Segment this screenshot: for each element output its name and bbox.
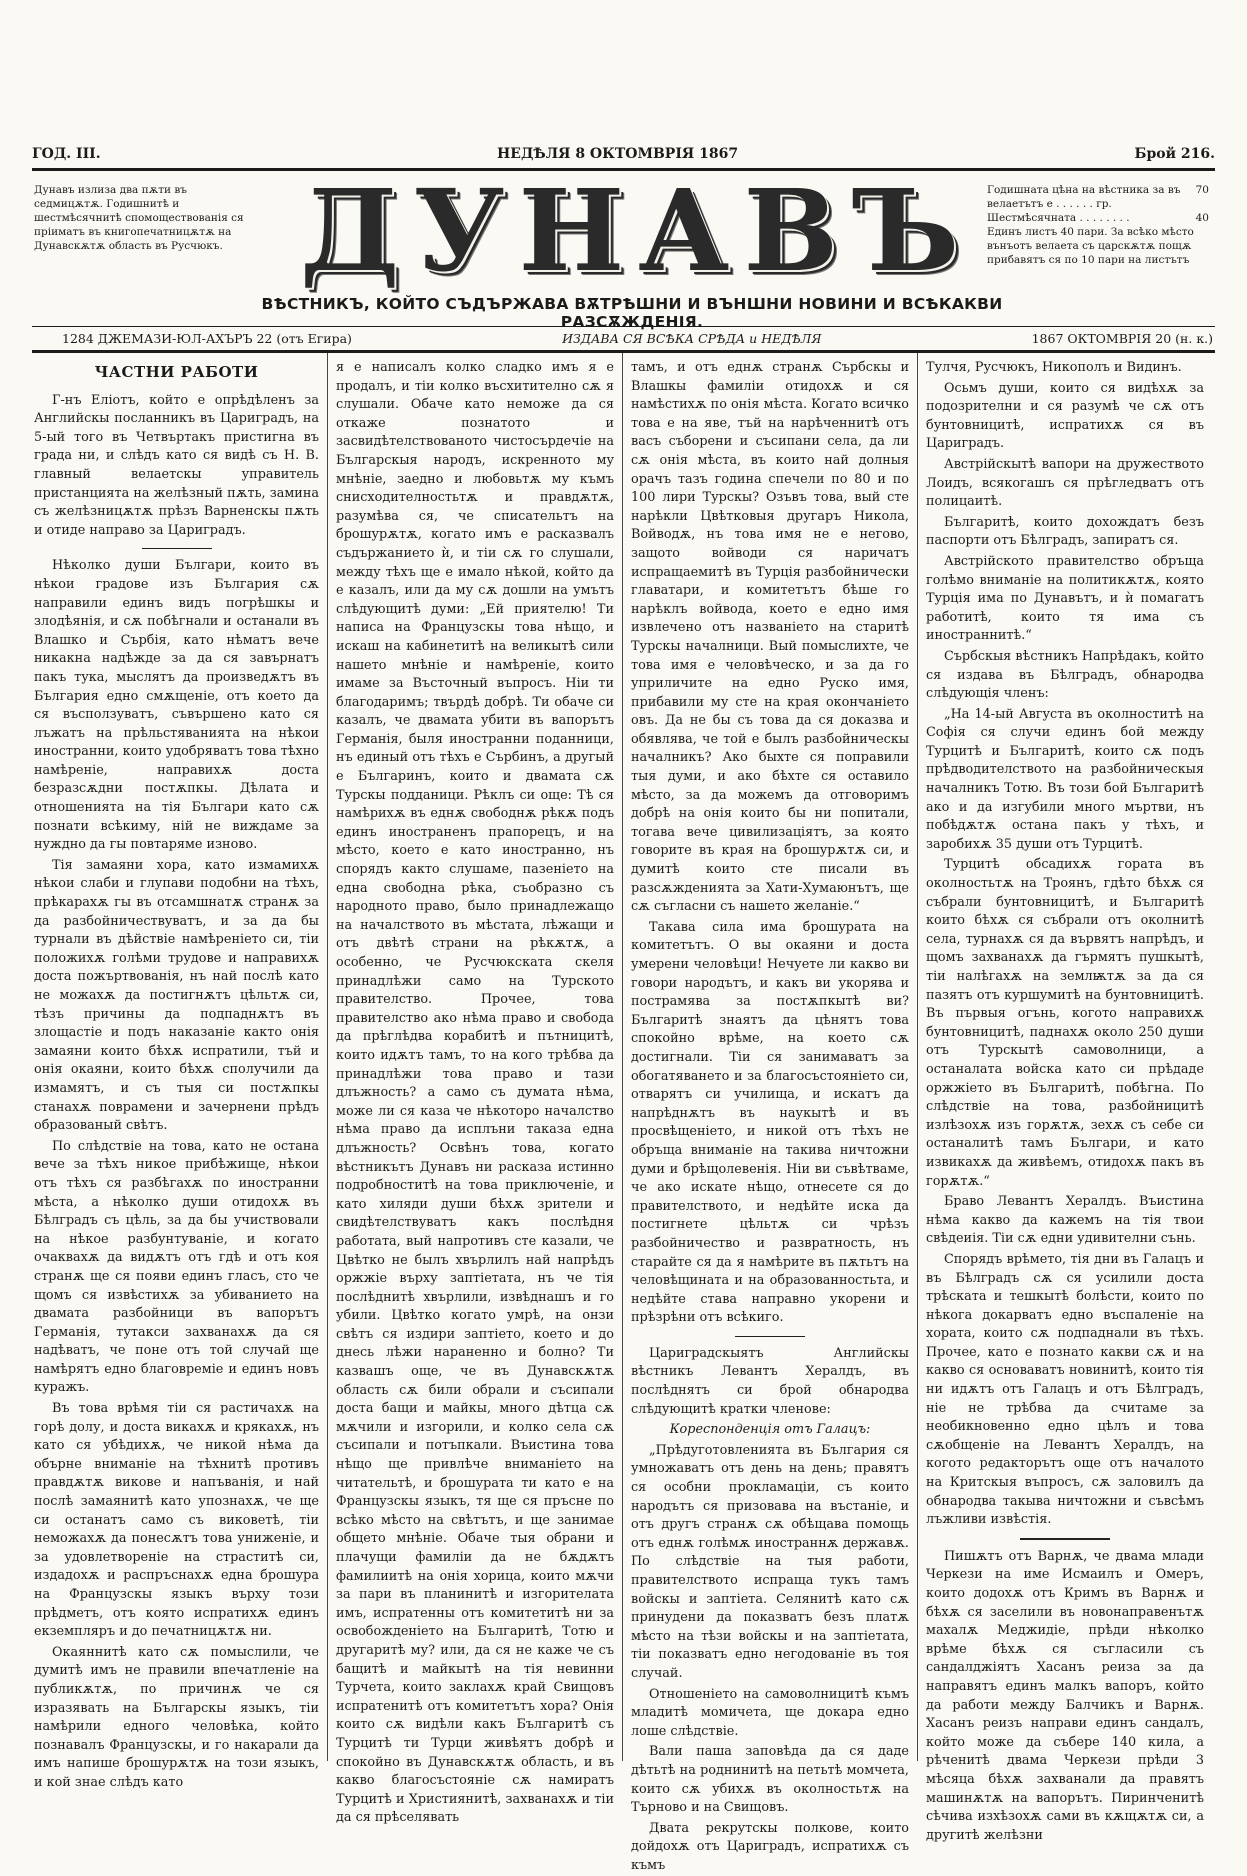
paragraph: я е написалъ колко сладко имъ я е продалъ, и тіи колко въсхитително сѫ я слушали. Обаче като неможе да ся откаже познатото и засвидѣтелствованото чистосърдечіе на Българскыя народъ, искренното му мнѣніе, заедно и любовьтѫ му къмъ снисходителностьтѫ и правдѫтѫ, разумѣва ся, че списательтъ на брошурѫтѫ, когато имъ е расказвалъ съдържанието ѝ, и тіи сѫ го слушали, между тѣхъ ще е имало нѣкой, който да е казалъ, или да му сѫ дошли на умътъ слѣдующитѣ думи: „Ей приятелю! Ти написа на Французскы това нѣщо, и искаш на кабинетитѣ на великытѣ сили нашето мнѣніе и намѣреніе, които имаме за Въсточный въпросъ. Ніи ти благодаримъ; твърдѣ добрѣ. Ти обаче си казалъ, че двамата убити въ вапорътъ Германія, быля иностранни поданници, нъ единый отъ тѣхъ е Сърбинъ, а другый е Българинъ, които и двамата сѫ Турскы подданици. Рѣклъ си още: Тѣ ся намѣрихѫ въ еднѫ свободнѫ рѣкѫ подъ единъ иностраненъ прапорецъ, и на мѣсто, което е като иностранно, нъ спорядъ както слушаме, пазеніето на една свободна рѣка, съобразно съ народното право, было принадлежащо на началството въ мѣстата, лѣжащи и отъ двѣтѣ страни на рѣкѫтѫ, а особенно, че Русчюкската скеля принадлѣжи само на Турското правителство. Прочее, това правителство ако нѣма право и свобода да прѣглѣдва корабитѣ и пътницитѣ, които идѫтъ тамъ, то на кого трѣбва да принадлѣжи това право и тази длъжность? а само съ думата нѣма, може ли ся каза че нѣкоторо началство нѣма право да исплъни таказа една длъжность? Освѣнъ това, когато вѣстникътъ Дунавъ ни расказа истинно подробноститѣ на това приключеніе, и като хиляди души бѣхѫ зрители и свидѣтелствуватъ какъ послѣдня работата, вый напротивъ сте казали, че Цвѣтко не былъ хвърлилъ най напрѣдъ оржжіе върху заптіетата, нъ че тія послѣднитѣ хвърлили, извѣднашъ и го убили. Цвѣтко когато умрѣ, на онзи свѣтъ ся издири заптіето, което и до днесь лѣжи нараненно и болно? Ти казвашъ още, че въ Дунавскѫтѫ область сѫ били обрали и съсипали достa бащи и майкы, много дѣтца сѫ мѫчили и изгорили, и колко села сѫ съсипали и потъпкали. Въистина това нѣщо ще привлѣче вниманіето на читательтѣ, и брошурата ти като е на Французскы языкъ, тя ще ся пръсне по всѣко мѣсто на свѣтътъ, и ще занимае общето мнѣніе. Обаче тыя обрани и плачущи фамиліи да не бѫдѫтъ фамилиитѣ на онія хорица, които мѫчи за пари въ планинитѣ и изгорителата имъ, испратенны отъ комитетитѣ ни за освобожденіето на Българитѣ, Тотю и другаритѣ му? или, да ся не каже че съ бащитѣ и майкытѣ на тія невинни Турчета, които заклахѫ край Свищовъ испратенитѣ отъ комитетътъ хора? Онія които сѫ видѣли какъ Българитѣ съ Турцитѣ ти Турци живѣятъ добрѣ и спокойно въ Дунавскѫтѫ область, и въ какво благосъстояніе сѫ намиратъ Турцитѣ и Християнитѣ, захванахѫ и тіи да ся прѣселявать xyxy=(336,360,614,1826)
paragraph: Австрійското правителство обръща голѣмо вниманіе на политикѫтѫ, която Турція има по Дунавътъ, и ѝ помагатъ работитѣ, които тя има съ иностраннитѣ.“ xyxy=(926,553,1204,644)
volume-number: ГОД. III. xyxy=(32,146,101,162)
hijri-date: 1284 ДЖЕМАЗИ-ЮЛ-АХЪРЪ 22 (отъ Егира) xyxy=(62,331,352,346)
paragraph: тамъ, и отъ еднѫ странѫ Сърбскы и Влашкы фамиліи отидохѫ и ся намѣстихѫ по онія мѣста. Когато всичко това е на яве, тъй на нарѣченнитѣ отъ васъ съборени и съсипани села, да ли сѫ онія мѣста, въ които най долныя орачъ тазъ година спечели по 80 и по 100 лири Турскы? Озъвъ това, вый сте нарѣкли Цвѣтковыя другаръ Никола, Войводѫ, нъ това имя не е негово, защото войводи ся наричатъ испращаемитѣ въ Турція разбойнически главатари, и комитетътъ бѣше го нарѣклъ войвода, което е едно имя извлечено отъ названіето на старитѣ Турскы началници. Вый помыслихте, че това имя е человѣческо, и за да го уприличите на едно Руско имя, прибавили му сте на края окончаніето овъ. Да не бы съ това да ся доказва и обявлява, че той е былъ разбойническы началникъ? Ако быхте ся поправили тыя думи, и ако бѣхте ся оставило мѣсто, за да можемъ да отговоримъ добрѣ на онія които бы ни попитали, тогава вече цивилизаціятъ, за която говорите въ края на брошурѫтѫ си, и думитѣ които сте писали въ разсѫжденията за Хати-Хумаюнътъ, ще сѫ съгласни съ нашето желаніе.“ xyxy=(631,360,909,915)
new-calendar-date: 1867 ОКТОМВРІЯ 20 (н. к.) xyxy=(1031,331,1213,346)
article-columns xyxy=(32,350,1215,1873)
paragraph: Осьмъ души, които ся видѣхѫ за подозрителни и ся разумѣ че сѫ отъ бунтовницитѣ, испратихѫ ся въ Цариградъ. xyxy=(926,380,1204,452)
postal-note: Единъ листъ 40 пари. За всѣко мѣсто вънъотъ велаета съ царскѫтѫ пощѫ прибавятъ ся по 10 пари на листътъ xyxy=(987,226,1194,266)
price-row-half-year: Шестмѣсячната . . . . . . . . 40 xyxy=(987,212,1209,224)
paragraph: Въ това врѣмя тіи ся растичахѫ на горѣ долу, и доста викахѫ и крякахѫ, нъ като ся убѣдихѫ, че никой нѣма да обърне вниманіе на тѣхнитѣ противъ правдѫтѫ викове и напъванія, и най послѣ замаянитѣ като упознахѫ, че ще си останатъ само съ виковетѣ, тіи неможахѫ да понесѫтъ това униженіе, и за удовлетвореніе на страститѣ си, издадохѫ и распръснахѫ една брошура на Французскы языкъ върху този прѣдметъ, отъ която испратихѫ единъ екземпляръ и до печатницѫтѫ ни. xyxy=(34,1401,319,1640)
paragraph: Тулчя, Русчюкъ, Никополъ и Видинъ. xyxy=(926,360,1182,375)
paragraph: Пишѫтъ отъ Варнѫ, че двама млади Черкези на име Исмаилъ и Омеръ, които додохѫ отъ Кримъ въ Варнѫ и бѣхѫ ся заселили въ новонаправенътѫ махалѫ Меджидіе, прѣди нѣколко врѣме бѣхѫ ся съгласили съ сандалджіятъ Хасанъ реиза за да направятъ единъ малкъ вапоръ, който да работи между Балчикъ и Варнѫ. Хасанъ реизъ направи единъ сандалъ, който може да събере 140 кила, а рѣченитѣ двама Черкези прѣди 3 мѣсяца бѣхѫ захванали да правятъ машинѫтѫ на вапорътъ. Пиринченитѣ сѣчива изхѣзохѫ сами въ кѫщѫтѫ си, а другитѣ желѣзни xyxy=(926,1548,1204,1843)
paragraph: „На 14-ый Августа въ околноститѣ на Софія ся случи единъ бой между Турцитѣ и Българитѣ, които сѫ подъ прѣдводителството на разбойническыя началникъ Тотю. Въ този бой Българитѣ ако и да изгубили много мъртви, нъ побѣдѫтѫ остана пакъ у тѣхъ, и заробихѫ 35 души отъ Турцитѣ. xyxy=(926,706,1204,852)
divider xyxy=(735,1336,805,1337)
paragraph: Вали паша заповѣда да ся даде дѣтьтѣ на роднинитѣ на петьтѣ момчета, които сѫ убихѫ въ околностьтѫ на Търново и на Свищовъ. xyxy=(631,1744,909,1816)
issue-date: НЕДѢЛЯ 8 ОКТОМВРІЯ 1867 xyxy=(497,146,739,162)
paragraph: Спорядъ врѣмето, тія дни въ Галацъ и въ Бѣлградъ сѫ ся усилили доста трѣската и тешкытѣ болѣсти, които по нѣкога докарватъ едно въспаленіе на хората, които сѫ подпаднали въ тѣхъ. Прочее, като е познато какви сѫ и на какво ся основаватъ новинитѣ, които тія ни идѫтъ отъ Галацъ и отъ Бѣлградъ, ніе не трѣбва да считаме за необикновенно едно цѣлъ и това сѫобщеніе на Левантъ Хералдъ, на когото редакторътъ още отъ началото на Критскыя въпросъ, сѫ заловилъ да обнародва такыва ничтожни и съвсѣмъ лъжливи извѣстія. xyxy=(926,1251,1204,1528)
column-1 xyxy=(32,353,327,1790)
paragraph: Цариградскыятъ Английскы вѣстникъ Левантъ Хералдъ, въ послѣднятъ си брой обнародва слѣдующитѣ кратки членове: xyxy=(631,1345,909,1417)
paragraph: Турцитѣ обсадихѫ гората въ околностьтѫ на Троянъ, гдѣто бѣхѫ ся събрали бунтовницитѣ, и Българитѣ които бѣхѫ ся събрали отъ околнитѣ села, турнахѫ ся да вървятъ напрѣдъ, и щомъ захванахѫ да гърмятъ пушкытѣ, тіи налѣгахѫ на землѭтѫ за да ся пазятъ отъ куршумитѣ на бунтовницитѣ. Въ първыя огънь, когото направихѫ бунтовницитѣ, паднахѫ около 250 души отъ Турскытѣ самоволници, а останалата войска като си прѣдаде оржжіето въ Българитѣ, побѣгна. По слѣдствіе на това, разбойницитѣ излѣзохѫ изъ горѫтѫ, зехѫ съ себе си останалитѣ тамъ Българи, и като извикахѫ да живѣемъ, отидохѫ пакъ въ горѫтѫ.“ xyxy=(926,857,1204,1189)
column-3 xyxy=(622,353,917,1873)
paragraph: Браво Левантъ Хералдъ. Въистина нѣма какво да кажемъ на тія твои свѣдеиія. Тіи сѫ едни удивителни сънь. xyxy=(926,1194,1204,1247)
price-row-annual: Годишната цѣна на вѣстника за въ велаетътъ е . . . . . . гр. 70 xyxy=(987,184,1209,210)
newspaper-subtitle: ВѢСТНИКЪ, КОЙТО СЪДЪРЖАВА ВѪТРѢШНИ И ВЪНШНИ НОВИНИ И ВСѢКАКВИ РАЗСѪЖДЕНІЯ. xyxy=(261,295,1003,331)
issue-line xyxy=(32,146,1215,166)
paragraph: По слѣдствіе на това, като не остана вече за тѣхъ никое прибѣжище, нѣкои отъ тѣхъ ся разбѣгахѫ по иностранни мѣста, а нѣколко души отидохѫ въ Бѣлградъ съ цѣль, за да бы учиствовали на нѣкое разбунтуваніе, и когато очаквахѫ да видѫтъ отъ гдѣ и отъ коя странѫ ще ся появи единъ гласъ, сто че щомъ ся извѣстихѫ за убиванието на двамата разбойници въ вапорътъ Германія, тутакси захванахѫ да ся надѣватъ, че поне отъ той случай ще намѣрятъ едно благовреміе и единъ новъ куражъ. xyxy=(34,1138,319,1396)
newspaper-title: ДУНАВЪ xyxy=(300,166,974,297)
paragraph: Окаяннитѣ като сѫ помыслили, че думитѣ имъ не правили впечатленіе на публикѫтѫ, по причинѫ че ся изразявать на Българскы языкъ, тіи намѣрили едного человѣка, който познавалъ Французскы, и го накарали да имъ напише брошурѫтѫ на този языкъ, и кой знае слѣдъ като xyxy=(34,1644,319,1790)
paragraph: „Прѣдуготовленията въ България ся умножаватъ отъ день на день; правятъ ся особни прокламаціи, съ които народътъ ся призовава на въстаніе, и отъ другъ странѫ сѫ обѣщава помощь отъ еднѫ голѣмѫ иностраннѫ державѫ. По слѣдствіе на тыя работи, правителството испраща тукъ тамъ войскы и заптіета. Селянитѣ като сѫ принудени да показватъ безъ платѫ мѣсто на тѣзи войскы и на заптіетата, тіи показватъ едно негодованіе въ тоя случай. xyxy=(631,1442,909,1681)
paragraph: Двата рекрутскы полкове, които дойдохѫ отъ Цариградъ, испратихѫ съ къмъ xyxy=(631,1820,909,1873)
column-2 xyxy=(327,353,622,1826)
column-4 xyxy=(917,353,1212,1843)
newspaper-page xyxy=(32,146,1215,1873)
publication-schedule: ИЗДАВА СЯ ВСѢКА СРѢДА и НЕДѢЛЯ xyxy=(562,331,822,346)
paragraph: Тія замаяни хора, като измамихѫ нѣкои слаби и глупави подобни на тѣхъ, прѣкарахѫ гы въ отсамшнатѫ странѫ за да разбойничествуватъ, и за да бы турнали въ дѣйствіе намѣреніето си, тіи положихѫ голѣми трудове и направихѫ доста пожъртвованія, нъ най послѣ като не можахѫ да постигнѫтъ цѣльтѫ си, тѣзъ причины да подпаднѫтъ въ злощастіе и подъ наказаніе както онія замаяни които бѣхѫ испратили, тъй и онія окаяни, които бѣхѫ сполучили да измамятъ, и съ тыя си постѫпкы станахѫ поврамени и зачернени прѣдъ образованый свѣтъ. xyxy=(34,857,319,1134)
issue-number: Брой 216. xyxy=(1134,146,1215,162)
paragraph: Нѣколко души Българи, които въ нѣкои градове изъ България сѫ направили единъ видъ погрѣшкы и злодѣянія, и сѫ побѣгнали и останали въ Влашко и Сърбія, като нѣматъ вече никакна надѣжде за да ся завърнатъ пакъ тука, мыслятъ да произведѫтъ въ България едно смѫщеніе, отъ което да ся въсползуватъ, съвършено като ся лъжатъ на прѣльстяванията на нѣкои иностранни, които удобряватъ това тѣхно намѣреніе, направихѫ доста безразсѫдни постѫпкы. Дѣлата и отношенията на тія Българи като сѫ познати всѣкиму, ній не виждаме за нуждно да гы повтаряме изново. xyxy=(34,558,319,853)
paragraph: Българитѣ, които дохождатъ безъ паспорти отъ Бѣлградъ, запиратъ ся. xyxy=(926,514,1204,549)
subscription-notice: Дунавъ излиза два пѫти въ седмицѫтѫ. Годишнитѣ и шестмѣсячнитѣ спомоществованія ся пріиматъ въ книгопечатницѫтѫ на Дунавскѫтѫ область въ Русчюкъ. xyxy=(34,184,244,252)
paragraph: Австрійскытѣ вапори на дружеството Лоидъ, всякогашъ ся прѣгледватъ отъ полицаитѣ. xyxy=(926,456,1204,510)
paragraph: Такава сила има брошурата на комитетътъ. О вы окаяни и доста умерени человѣци! Нечуете ли какво ви говори народътъ, и какъ ви укорява и пострамява за постѫпкытѣ ви? Българитѣ знаятъ да цѣнятъ това спокойно врѣме, на което сѫ достигнали. Тіи ся занимаватъ за обогатяването и за благосъстояніето си, отварятъ си училища, и искатъ да напрѣднѫтъ въ наукытѣ и въ просвѣщеніето, и никой отъ тѣхъ не обръща вниманіе на такива ничтожни думи и брѣщолевенія. Ніи ви съвѣтваме, че ако искате нѣщо, отнесете ся до правителството, и недѣйте иска да постигнете цѣльтѫ си чрѣзъ разбойничество и развратность, нъ старайте ся да я намѣрите въ пѫтьтъ на человѣщината и на образованностьта, и недѣйте става направно укорени и прѣзрѣни отъ всѣкиго. xyxy=(631,919,909,1326)
masthead xyxy=(32,166,1215,331)
section-title: ЧАСТНИ РАБОТИ xyxy=(94,363,259,381)
paragraph: Сърбскыя вѣстникъ Напрѣдакъ, който ся издава въ Бѣлградъ, обнародва слѣдующія членъ: xyxy=(926,648,1204,702)
paragraph: Г-нъ Еліотъ, който е опрѣдѣленъ за Английскы посланникъ въ Цариградъ, на 5-ый того въ Четвъртакъ пристигна въ града ни, и слѣдъ като ся видѣ съ Н. В. главный велаетскы управитель пристанцията на желѣзный пѫть, замина съ желѣзницѫтѫ прѣзъ Варненскы пѫть и отиде направо за Цариградъ. xyxy=(34,392,319,538)
divider xyxy=(142,548,212,549)
price-box xyxy=(987,183,1209,267)
paragraph: Отношеніето на самоволницитѣ къмъ младитѣ момичета, ще докара едно лоше слѣдствіе. xyxy=(631,1686,909,1739)
correspondence-heading: Кореспонденція отъ Галацъ: xyxy=(669,1422,871,1438)
divider xyxy=(1020,1538,1110,1540)
